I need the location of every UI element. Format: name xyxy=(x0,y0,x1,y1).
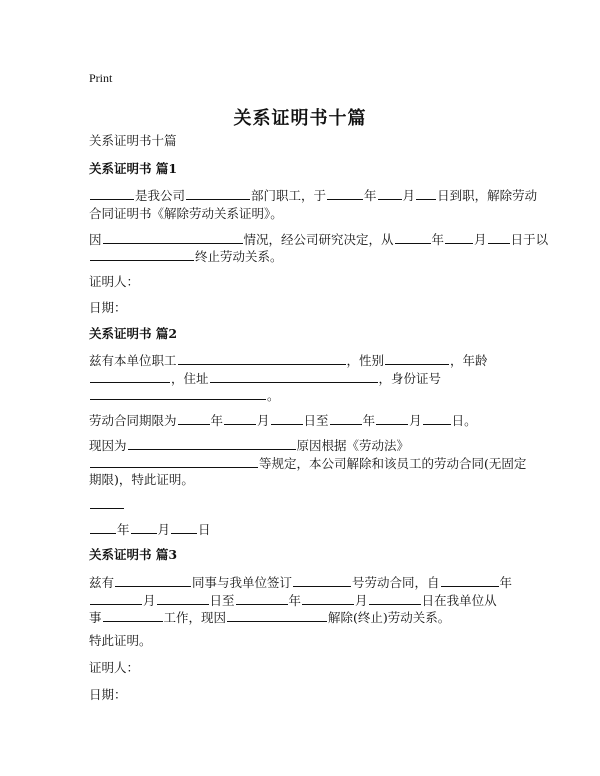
section-3-witness: 证明人： xyxy=(89,660,140,675)
blank-field xyxy=(441,574,499,587)
section-1-witness: 证明人： xyxy=(89,274,140,289)
blank-field xyxy=(488,231,510,244)
blank-field xyxy=(90,455,258,468)
section-2-para-3-line-3: 期限)，特此证明。 xyxy=(89,472,194,487)
blank-field xyxy=(210,370,378,383)
section-2-heading: 关系证明书 篇2 xyxy=(89,326,178,341)
blank-field xyxy=(90,387,266,400)
blank-field xyxy=(131,521,157,534)
doc-subtitle: 关系证明书十篇 xyxy=(89,133,177,148)
section-2-signature-line xyxy=(89,496,125,513)
blank-field xyxy=(395,231,431,244)
blank-field xyxy=(90,187,134,200)
section-1-heading: 关系证明书 篇1 xyxy=(89,161,178,176)
section-2-date-line: 年 月 日 xyxy=(89,521,211,538)
section-2-para-1-line-1: 兹有本单位职工 ，性别 ，年龄 xyxy=(89,353,488,368)
section-2-para-2: 劳动合同期限为 年 月 日至 年 月 日。 xyxy=(89,413,477,428)
blank-field xyxy=(90,370,170,383)
section-3-heading: 关系证明书 篇3 xyxy=(89,547,178,562)
page-title: 关系证明书十篇 xyxy=(233,108,367,129)
section-3-para-1-line-3: 事 工作，现因 解除(终止)劳动关系。 xyxy=(89,610,451,625)
blank-field xyxy=(369,592,421,605)
section-3-para-1-line-2: 月 日至 年 月 日在我单位从 xyxy=(89,592,497,609)
print-label: Print xyxy=(89,71,113,85)
section-3-special: 特此证明。 xyxy=(89,633,152,648)
blank-field xyxy=(302,592,354,605)
blank-field xyxy=(271,412,303,425)
section-1-date: 日期： xyxy=(89,300,127,315)
blank-field xyxy=(157,592,209,605)
blank-field xyxy=(330,412,362,425)
blank-field xyxy=(178,412,210,425)
blank-field xyxy=(327,187,363,200)
blank-field xyxy=(236,592,288,605)
blank-field xyxy=(227,609,327,622)
blank-field xyxy=(90,592,142,605)
blank-field xyxy=(416,187,436,200)
blank-field xyxy=(90,248,194,261)
blank-field xyxy=(378,187,402,200)
blank-field xyxy=(90,521,116,534)
section-2-para-3-line-2: 等规定，本公司解除和该员工的劳动合同(无固定 xyxy=(89,455,526,472)
blank-field xyxy=(178,352,346,365)
section-1-para-1-line-2: 合同证明书《解除劳动关系证明》。 xyxy=(89,206,283,221)
section-3-para-1-line-1: 兹有 同事与我单位签订 号劳动合同，自 年 xyxy=(89,575,513,590)
section-2-para-1-line-3: 。 xyxy=(89,387,280,404)
blank-field xyxy=(115,574,191,587)
blank-field xyxy=(293,574,351,587)
blank-field xyxy=(224,412,256,425)
blank-field xyxy=(103,609,163,622)
blank-field xyxy=(171,521,197,534)
blank-field xyxy=(90,496,124,509)
blank-field xyxy=(186,187,250,200)
section-1-para-1-line-1: 是我公司 部门职工，于 年 月 日到职，解除劳动 xyxy=(89,187,537,204)
section-2-para-1-line-2: ，住址 ，身份证号 xyxy=(89,370,441,387)
blank-field xyxy=(376,412,408,425)
blank-field xyxy=(385,352,449,365)
section-3-date: 日期： xyxy=(89,687,127,702)
section-1-para-2-line-1: 因 情况，经公司研究决定，从 年 月 日于以 xyxy=(89,232,549,247)
blank-field xyxy=(445,231,473,244)
section-2-para-3-line-1: 现因为 原因根据《劳动法》 xyxy=(89,438,410,453)
blank-field xyxy=(103,231,243,244)
blank-field xyxy=(128,437,296,450)
section-1-para-2-line-2: 终止劳动关系。 xyxy=(89,248,283,265)
blank-field xyxy=(423,412,451,425)
